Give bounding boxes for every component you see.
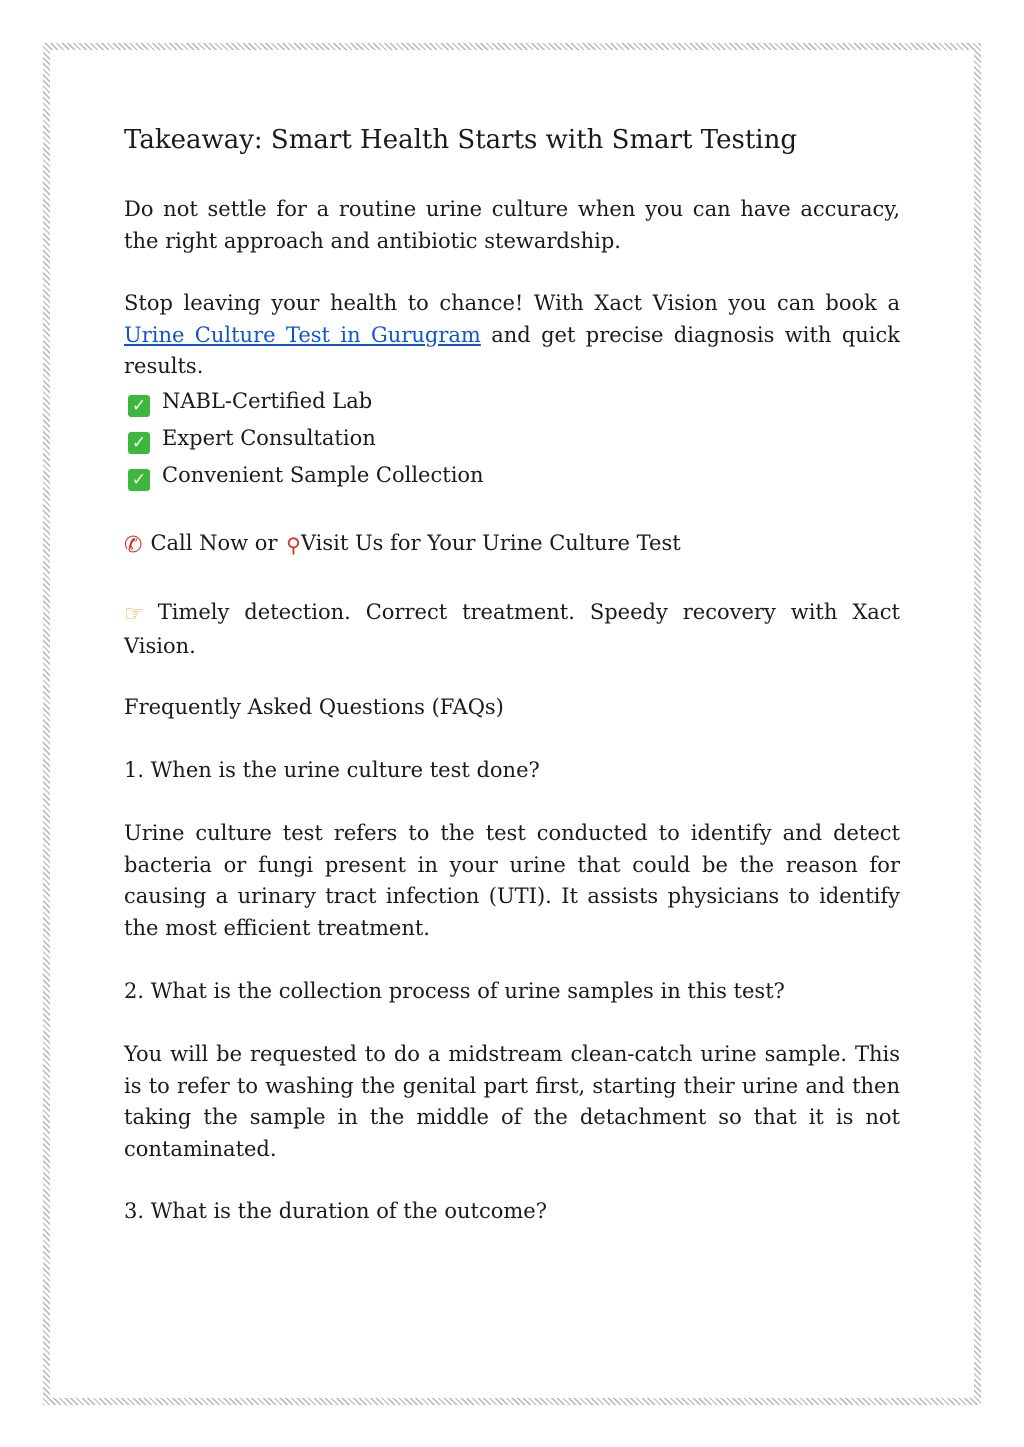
faq-answer: Urine culture test refers to the test conducted to identify and detect bacteria or fungi present in your urine that could be the reason for causing a urinary tract infection (UTI). It assists physicians to identify the most efficient treatment. (124, 821, 900, 940)
feature-label: NABL-Certified Lab (162, 389, 373, 413)
pin-icon: ⚲ (286, 533, 301, 557)
faq-question: 1. When is the urine culture test done? (124, 758, 540, 782)
feature-item (124, 458, 900, 492)
urine-culture-test-link[interactable]: Urine Culture Test in Gurugram (124, 322, 481, 347)
call-to-action-line (124, 526, 900, 563)
feature-label: Expert Consultation (162, 426, 376, 450)
tagline-text: Timely detection. Correct treatment. Speedy recovery with Xact Vision. (124, 600, 900, 658)
pointing-hand-icon: ☞ (124, 602, 144, 627)
faq-answer: You will be requested to do a midstream clean-catch urine sample. This is to refer to washing the genital part first, starting their urine and then taking the sample in the middle of the detachment so that it is not contaminated. (124, 1042, 900, 1161)
check-mark-icon: ✓ (128, 395, 150, 417)
faq-question: 3. What is the duration of the outcome? (124, 1199, 547, 1223)
feature-label: Convenient Sample Collection (162, 463, 484, 487)
page-title: Takeaway: Smart Health Starts with Smart Testing (124, 125, 797, 155)
check-mark-icon: ✓ (128, 432, 150, 454)
feature-item (124, 421, 900, 455)
faq-question: 2. What is the collection process of urine samples in this test? (124, 979, 785, 1003)
cta-paragraph (124, 288, 900, 383)
cta-text-before: Stop leaving your health to chance! With Xact Vision you can book a (124, 291, 900, 315)
visit-us-text: Visit Us for Your Urine Culture Test (300, 531, 681, 555)
feature-item (124, 384, 900, 418)
call-now-text: Call Now or (150, 531, 278, 555)
tagline-paragraph (124, 597, 900, 662)
intro-paragraph: Do not settle for a routine urine culture when you can have accuracy, the right approach and antibiotic stewardship. (124, 197, 900, 253)
faq-heading: Frequently Asked Questions (FAQs) (124, 695, 504, 719)
cta-text-after: and get precise diagnosis with quick results. (124, 322, 900, 378)
check-mark-icon: ✓ (128, 469, 150, 491)
phone-icon: ✆ (124, 533, 143, 558)
